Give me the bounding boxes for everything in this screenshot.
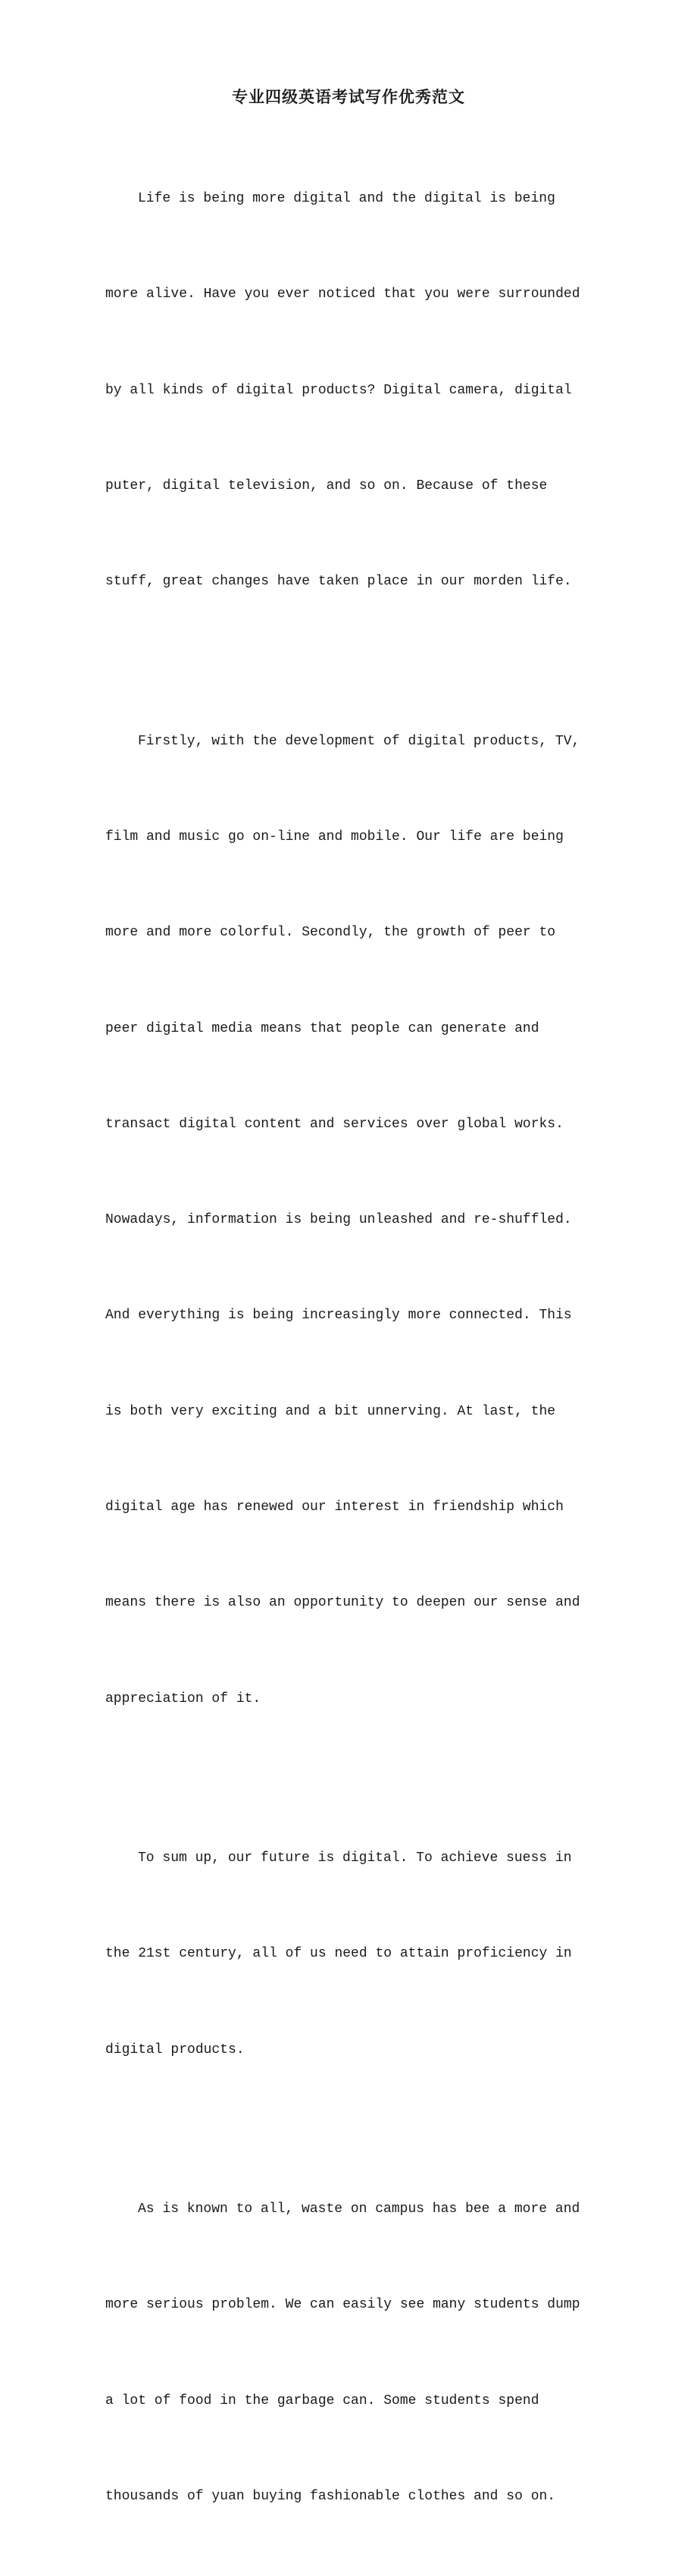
paragraph-line: film and music go on-line and mobile. Our life are being — [105, 829, 564, 845]
paragraph-line: thousands of yuan buying fashionable clothes and so on. — [105, 2488, 556, 2504]
paragraph-line: stuff, great changes have taken place in our morden life. — [105, 574, 572, 590]
paragraph-line: a lot of food in the garbage can. Some students spend — [105, 2393, 539, 2408]
paragraph-line: more alive. Have you ever noticed that you were surrounded — [105, 287, 580, 302]
paragraph-line: appreciation of it. — [105, 1691, 261, 1706]
paragraph-line: Nowadays, information is being unleashed and re-shuffled. — [105, 1212, 572, 1228]
paragraph-line: more and more colorful. Secondly, the growth of peer to — [105, 925, 556, 941]
paragraph-line: digital age has renewed our interest in friendship which — [105, 1500, 564, 1515]
paragraph-line: As is known to all, waste on campus has bee a more and — [138, 2202, 580, 2217]
paragraph-line: digital products. — [105, 2042, 245, 2057]
paragraph-line: To sum up, our future is digital. To achieve suess in — [138, 1851, 572, 1866]
paragraph-line: And everything is being increasingly more connected. This — [105, 1308, 572, 1324]
paragraph-line: means there is also an opportunity to deepen our sense and — [105, 1595, 580, 1611]
paragraph-line: puter, digital television, and so on. Because of these — [105, 478, 548, 494]
paragraph-line: by all kinds of digital products? Digital camera, digital — [105, 382, 572, 398]
paragraph-1 — [105, 119, 590, 662]
paragraph-line: transact digital content and services over global works. — [105, 1116, 564, 1132]
document-body — [105, 119, 590, 2576]
paragraph-line: peer digital media means that people can generate and — [105, 1020, 539, 1036]
paragraph-line: Life is being more digital and the digital is being — [138, 191, 555, 207]
paragraph-3 — [105, 1778, 590, 2129]
paragraph-line: the 21st century, all of us need to attain proficiency in — [105, 1946, 572, 1962]
document-title: 专业四级英语考试写作优秀范文 — [232, 87, 465, 106]
paragraph-line: Firstly, with the development of digital products, TV, — [138, 733, 580, 749]
paragraph-line: more serious problem. We can easily see many students dump — [105, 2297, 580, 2313]
paragraph-4 — [105, 2129, 590, 2576]
paragraph-line: is both very exciting and a bit unnerving. At last, the — [105, 1403, 556, 1419]
paragraph-2 — [105, 662, 590, 1778]
